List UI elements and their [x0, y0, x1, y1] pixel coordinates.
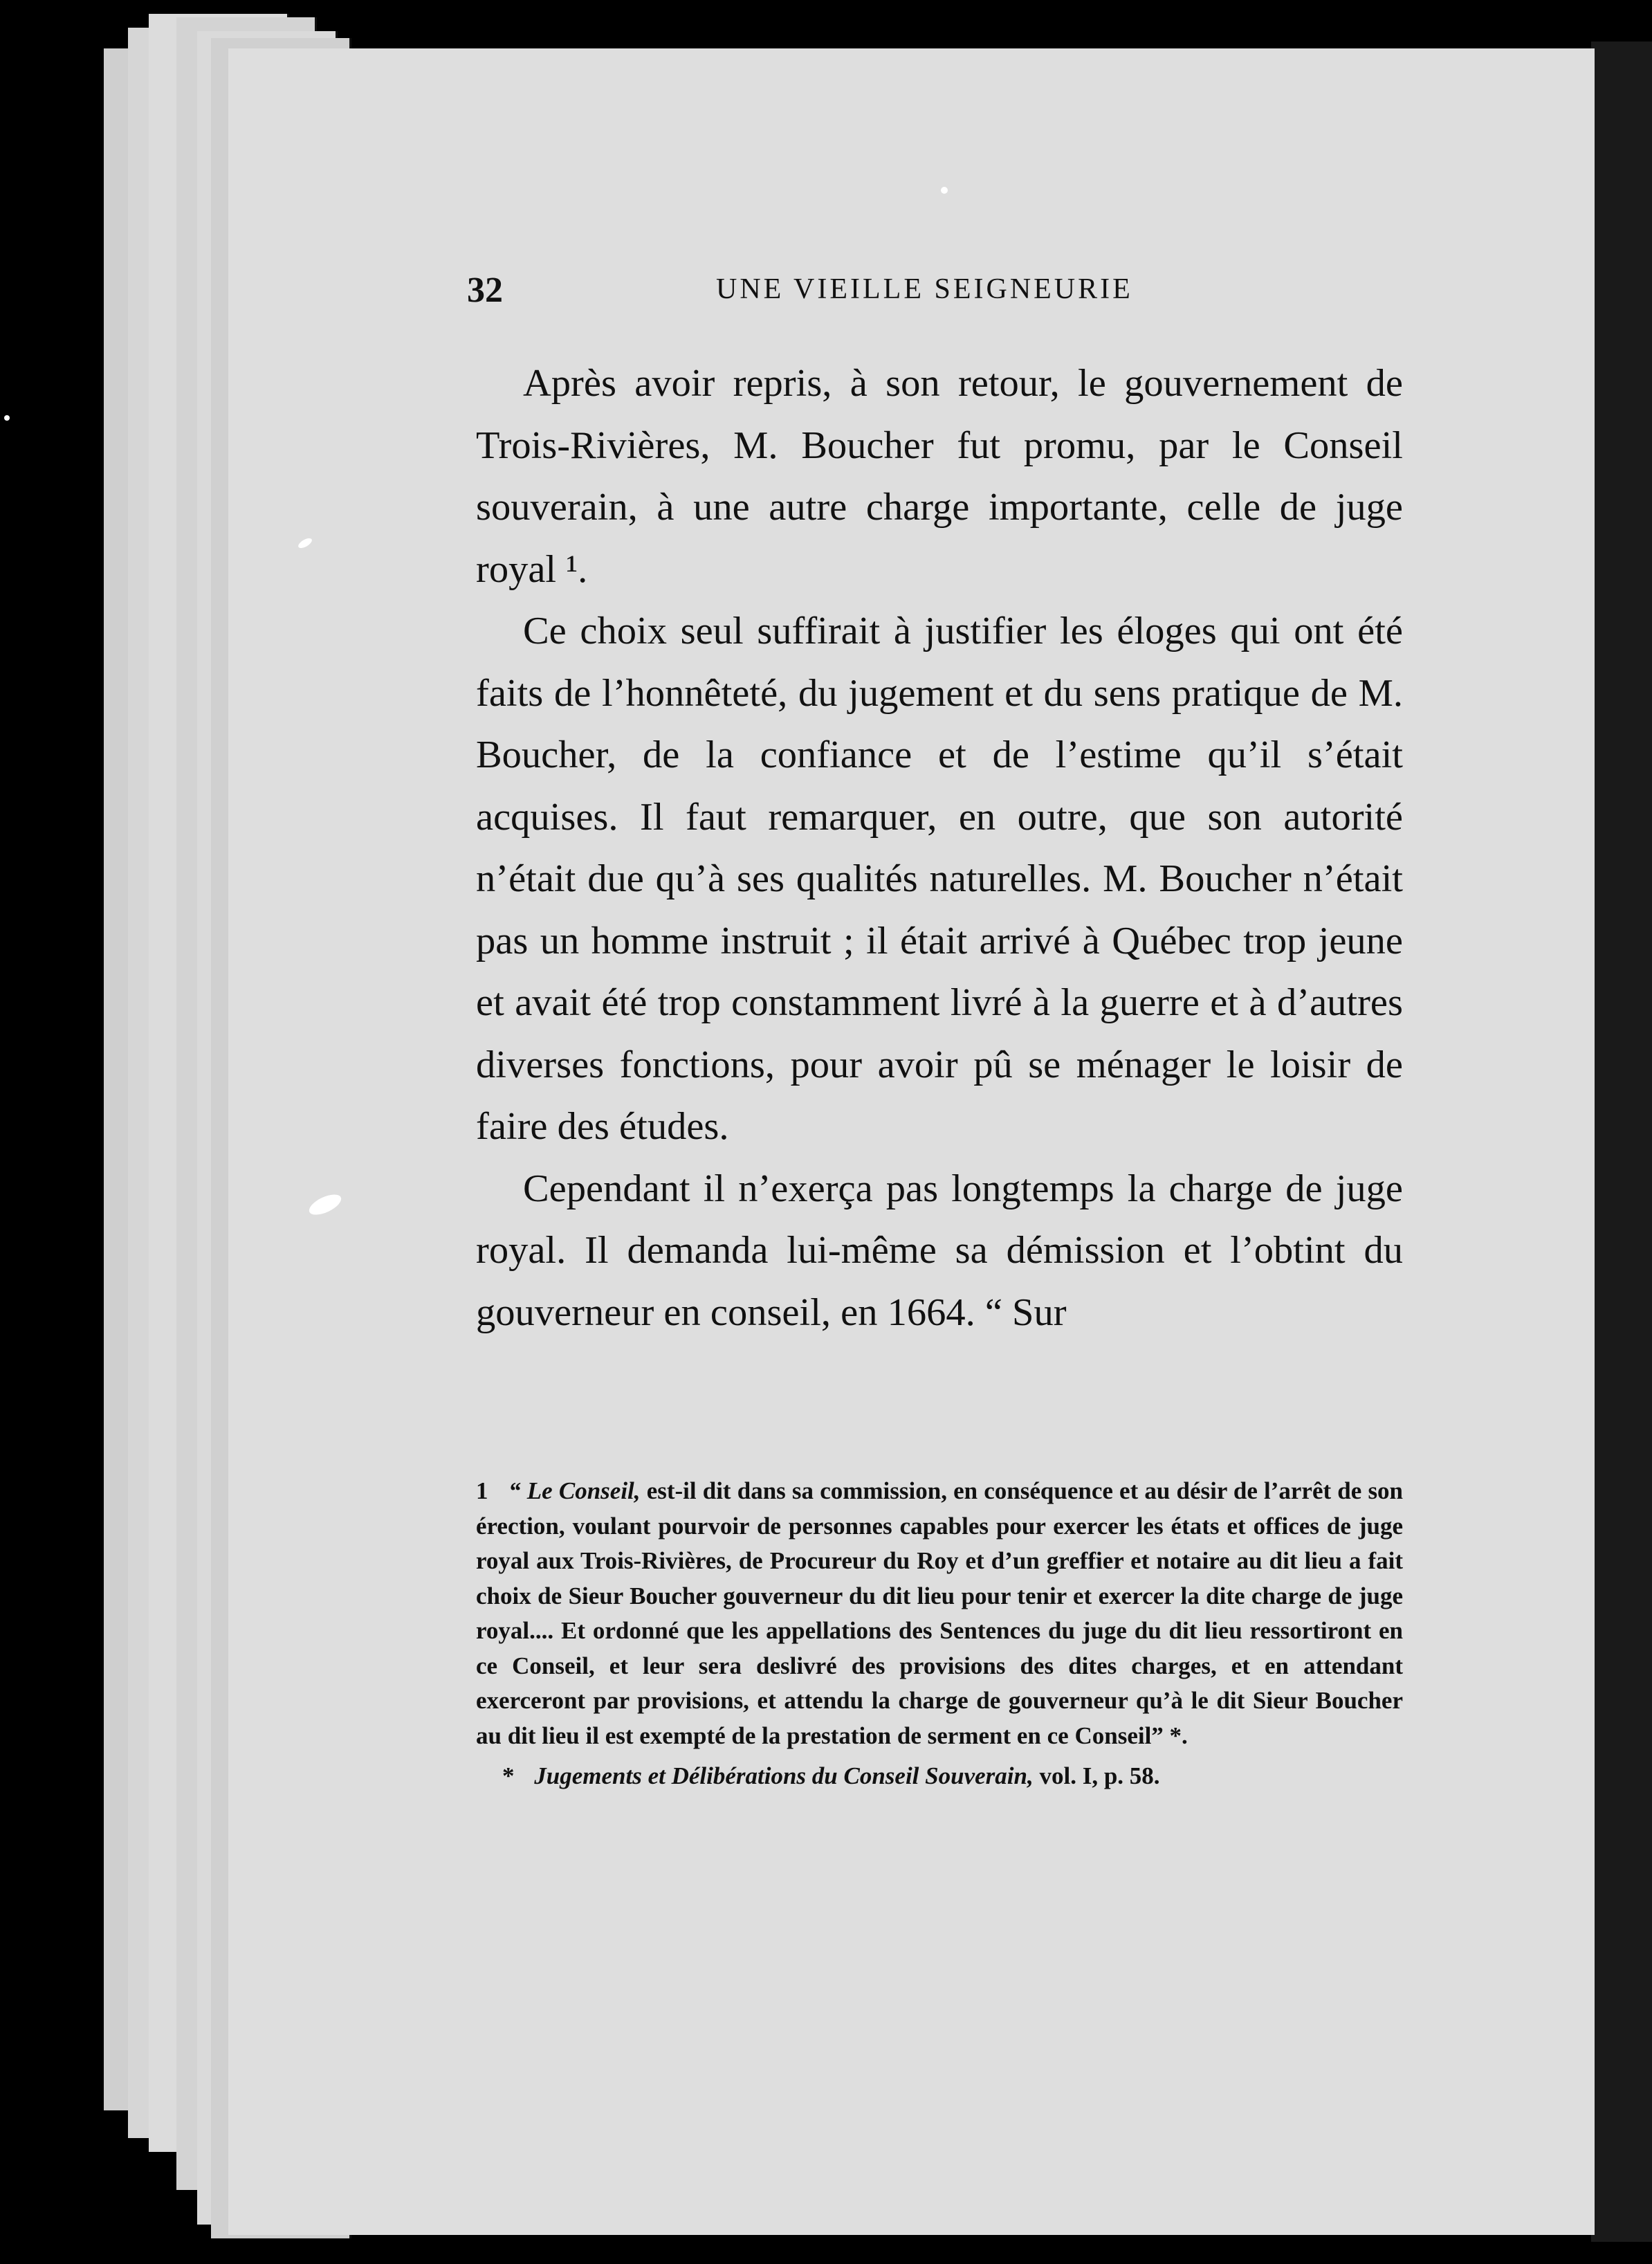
- paragraph: Après avoir repris, à son retour, le gouvernement de Trois-Rivières, M. Boucher fut promu, par le Conseil souverain, à une autre charge importante, celle de juge royal ¹.: [476, 362, 1403, 591]
- source-citation: vol. I, p. 58.: [1039, 1762, 1160, 1789]
- paragraph: Cependant il n’exerça pas longtemps la charge de juge royal. Il demanda lui-même sa démission et l’obtint du gouverneur en conseil, en 1664. “ Sur: [476, 1167, 1403, 1334]
- footnotes: [476, 1474, 1403, 1794]
- footnote-1: [476, 1474, 1403, 1753]
- scan-speck: [941, 187, 948, 194]
- book-gutter: [1591, 42, 1652, 2242]
- scan-speck: [4, 415, 10, 421]
- footnote-text: est-il dit dans sa commission, en conséquence et au désir de l’arrêt de son érection, voulant pourvoir de personnes capables pour exercer les états et offices de juge royal aux Trois-Rivières, de Procureur du Roy et d’un greffier et notaire au dit lieu a fait choix de Sieur Boucher gouverneur du dit lieu pour tenir et exercer la dite charge de juge royal.... Et ordonné que les appellations des Sentences du juge du dit lieu ressortiront en ce Conseil, et leur sera deslivré des provisions des dites charges, et en attendant exerceront par provisions, et attendu la charge de gouverneur qu’à le dit Sieur Boucher au dit lieu il est exempté de la prestation de serment en ce Conseil” *.: [476, 1477, 1404, 1749]
- page-number: 32: [467, 271, 503, 310]
- book-page: [228, 48, 1595, 2235]
- running-head: [228, 270, 1595, 325]
- running-title: UNE VIEILLE SEIGNEURIE: [716, 273, 1133, 305]
- source-title: Jugements et Délibérations du Conseil Souverain,: [534, 1762, 1034, 1789]
- footnote-source-marker: *: [502, 1762, 515, 1789]
- footnote-source: [476, 1759, 1403, 1794]
- footnote-marker: 1: [476, 1477, 488, 1504]
- body-text: [476, 353, 1403, 1344]
- footnote-lead: “ Le Conseil,: [508, 1477, 641, 1504]
- paragraph: Ce choix seul suffirait à justifier les éloges qui ont été faits de l’honnêteté, du jugement et du sens pratique de M. Boucher, de la confiance et de l’estime qu’il s’était acquises. Il faut remarquer, en outre, que son autorité n’était due qu’à ses qualités naturelles. M. Boucher n’était pas un homme instruit ; il était arrivé à Québec trop jeune et avait été trop constamment livré à la guerre et à d’autres diverses fonctions, pour avoir pû se ménager le loisir de faire des études.: [476, 610, 1403, 1148]
